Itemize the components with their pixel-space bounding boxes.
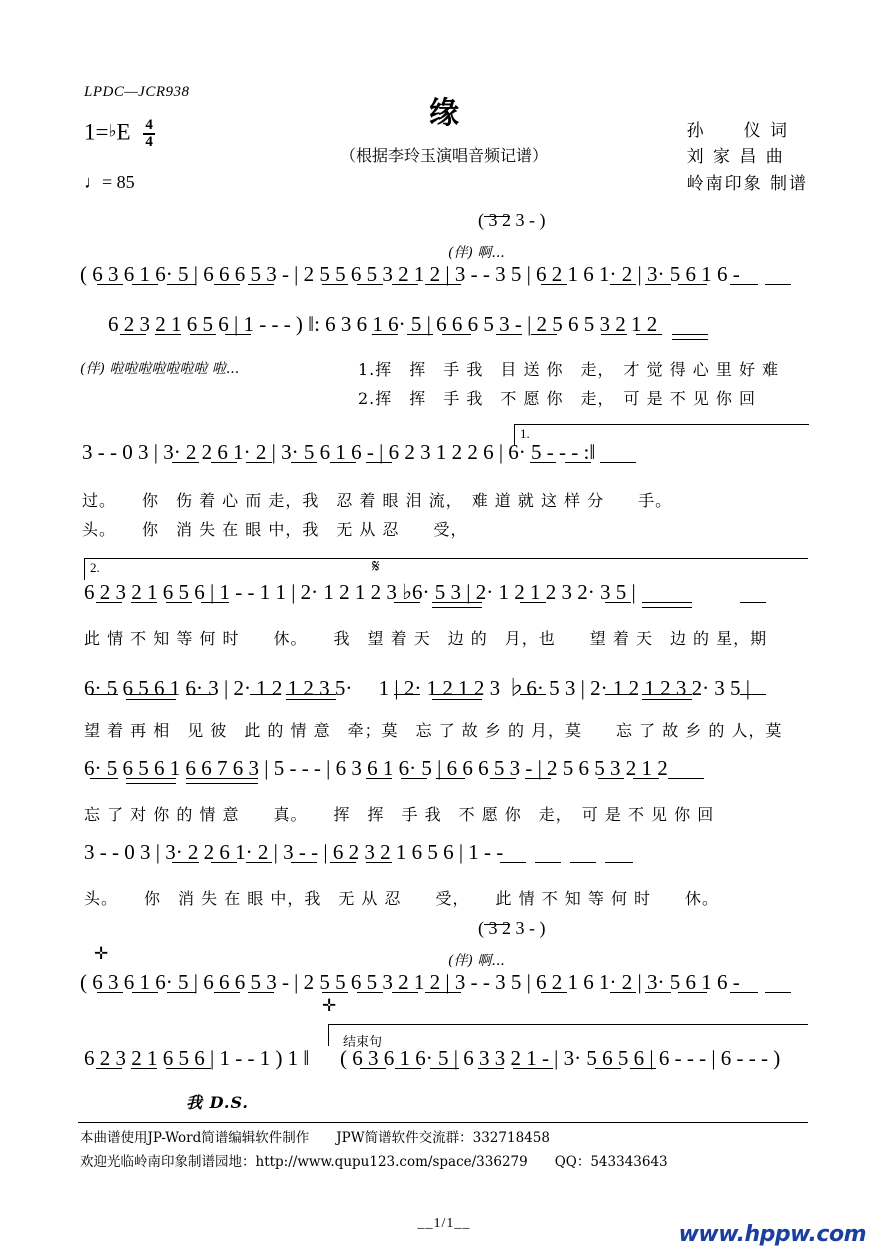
beam-line xyxy=(120,334,146,335)
footer-line-2: 欢迎光临岭南印象制谱园地：http://www.qupu123.com/space/336279 QQ：543343643 xyxy=(80,1154,668,1171)
beam-line xyxy=(610,284,636,285)
beam-line xyxy=(678,284,707,285)
watermark: www.hppw.com xyxy=(678,1222,866,1247)
beam-line xyxy=(214,284,240,285)
coda-bracket-notes: ( 3 2 3 - ) xyxy=(478,918,546,938)
lyrics-line-2-verse1: 1.挥 挥 手 我 目 送 你 走， 才 觉 得 心 里 好 难 xyxy=(358,360,780,379)
beam-line xyxy=(500,862,526,863)
beam-line xyxy=(97,992,123,993)
page-number: __1/1__ xyxy=(417,1216,471,1231)
beam-line xyxy=(565,462,591,463)
beam-line xyxy=(167,284,196,285)
beam-line xyxy=(535,862,561,863)
beam-line xyxy=(214,992,240,993)
beam-line xyxy=(330,862,356,863)
credit-composer: 刘 家 昌 曲 xyxy=(686,147,785,168)
beam-line xyxy=(531,334,557,335)
beam-line xyxy=(636,334,662,335)
beam-line xyxy=(642,694,692,695)
beam-line xyxy=(286,694,336,695)
intro-bracket-notes: ( 3 2 3 - ) xyxy=(478,210,546,230)
beam-line xyxy=(394,694,420,695)
beam-line xyxy=(172,462,199,463)
beam-line xyxy=(605,602,631,603)
beam-line xyxy=(513,1068,553,1069)
key-signature xyxy=(84,118,155,150)
beam-line xyxy=(322,992,348,993)
beam-line xyxy=(366,462,392,463)
beam-line xyxy=(740,694,766,695)
beam-line xyxy=(430,1068,459,1069)
lyrics-line-2-verse2: 2.挥 挥 手 我 不 愿 你 走， 可 是 不 见 你 回 xyxy=(358,389,756,408)
beam-line xyxy=(186,694,214,695)
beam-line xyxy=(155,334,181,335)
beam-line xyxy=(600,462,636,463)
beam-line xyxy=(730,992,758,993)
beam-line xyxy=(372,334,398,335)
meter-denominator: 4 xyxy=(145,134,153,150)
lyrics-line-4: 此 情 不 知 等 何 时 休。 我 望 着 天 边 的 月，也 望 着 天 边 的 星，期 xyxy=(84,629,768,648)
ending-1-label: 1. xyxy=(520,426,530,441)
meter-numerator: 4 xyxy=(145,117,153,133)
beam-line xyxy=(366,778,392,779)
beam-line xyxy=(525,778,551,779)
coda-symbol-2: ✛ xyxy=(322,996,337,1015)
beam-line xyxy=(211,862,237,863)
beam-line xyxy=(740,602,766,603)
beam-line xyxy=(322,284,348,285)
beam-line xyxy=(598,778,624,779)
beam-line xyxy=(132,992,158,993)
staff-line-5-notes: 6· 5 6 5 6 1 6· 3 | 2· 1 2 1 2 3 5· 1 | 2· 1 2 1 2 3 ♭6· 5 3 | 2· 1 2 1 2 3 2· 3 5 | xyxy=(84,676,751,700)
beam-line xyxy=(211,462,237,463)
beam-line xyxy=(425,992,461,993)
beam-line xyxy=(96,1068,122,1069)
beam-line xyxy=(291,862,317,863)
beam-line xyxy=(126,694,176,695)
beam-line xyxy=(672,339,708,340)
beam-line xyxy=(392,284,418,285)
subtitle: （根据李玲玉演唱音频记谱） xyxy=(339,146,548,165)
beam-line xyxy=(668,778,704,779)
lyrics-line-5: 望 着 再 相 见 彼 此 的 情 意 牵；莫 忘 了 故 乡 的 月，莫 忘 了 故 乡 的 人，莫 xyxy=(84,721,783,740)
beam-line xyxy=(190,334,216,335)
beam-line xyxy=(96,602,122,603)
beam-line xyxy=(186,783,258,784)
beam-line xyxy=(97,284,123,285)
beam-line xyxy=(357,284,383,285)
beam-line xyxy=(642,602,692,603)
staff-line-6-notes: 6· 5 6 5 6 1 6 6 7 6 3 | 5 - - - | 6 3 6 1 6· 5 | 6 6 6 5 3 - | 2 5 6 5 3 2 1 2 xyxy=(84,756,668,780)
beam-line xyxy=(330,462,356,463)
beam-line xyxy=(166,1068,211,1069)
beam-line xyxy=(541,284,567,285)
footer xyxy=(80,1126,668,1175)
staff-line-7-notes: 3 - - 0 3 | 3· 2 2 6 1· 2 | 3 - - | 6 2 3 2 1 6 5 6 | 1 - - xyxy=(84,840,504,864)
beam-line xyxy=(201,602,229,603)
beam-line xyxy=(570,862,596,863)
beam-line xyxy=(484,216,510,217)
beam-line xyxy=(425,284,461,285)
beam-line xyxy=(520,694,546,695)
beam-line xyxy=(630,1068,656,1069)
beam-line xyxy=(360,1068,386,1069)
catalog-code: LPDC—JCR938 xyxy=(84,84,190,100)
beam-line xyxy=(366,862,392,863)
beam-line xyxy=(286,699,336,700)
ending-bracket-2 xyxy=(84,558,808,559)
beam-line xyxy=(496,334,522,335)
staff-line-2-notes: 6 2 3 2 1 6 5 6 | 1 - - - ) ‖: 6 3 6 1 6· 5 | 6 6 6 5 3 - | 2 5 6 5 3 2 1 2 xyxy=(108,312,658,336)
ending-bracket-2-tick xyxy=(84,558,85,580)
accompaniment-label-2: (伴) 啦啦啦啦啦啦啦 啦... xyxy=(80,361,240,377)
beam-line xyxy=(126,783,176,784)
segno-symbol: 𝄋 xyxy=(372,556,380,576)
staff-line-9-notes: 6 2 3 2 1 6 5 6 | 1 - - 1 ) 1 ‖ xyxy=(84,1046,310,1070)
beam-line xyxy=(357,992,383,993)
beam-line xyxy=(490,778,516,779)
beam-line xyxy=(248,284,274,285)
staff-line-4-notes: 6 2 3 2 1 6 5 6 | 1 - - 1 1 | 2· 1 2 1 2 3 ♭6· 5 3 | 2· 1 2 1 2 3 2· 3 5 | xyxy=(84,580,636,604)
beam-line xyxy=(678,992,707,993)
beam-line xyxy=(90,778,118,779)
beam-line xyxy=(645,992,671,993)
beam-line xyxy=(484,924,510,925)
page-title: 缘 xyxy=(429,96,459,131)
beam-line xyxy=(436,778,465,779)
footer-divider xyxy=(78,1122,808,1123)
beam-line xyxy=(610,992,636,993)
beam-line xyxy=(392,992,418,993)
lyrics-line-9: 我 D.S. xyxy=(186,1093,250,1112)
lyrics-line-7: 头。 你 消 失 在 眼 中，我 无 从 忍 受， 此 情 不 知 等 何 时 休。 xyxy=(84,889,720,908)
beam-line xyxy=(642,607,692,608)
beam-line xyxy=(394,602,420,603)
lyrics-line-3-verse2: 头。 你 消 失 在 眼 中，我 无 从 忍 受， xyxy=(82,520,468,539)
accompaniment-label-3: (伴) 啊... xyxy=(448,953,505,969)
beam-line xyxy=(432,602,482,603)
beam-line xyxy=(478,1068,504,1069)
beam-line xyxy=(432,607,482,608)
credits xyxy=(687,118,808,197)
beam-line xyxy=(167,992,196,993)
ending-bracket-1 xyxy=(514,424,809,425)
beam-line xyxy=(595,1068,621,1069)
beam-line xyxy=(90,694,118,695)
beam-line xyxy=(645,284,671,285)
beam-line xyxy=(765,284,791,285)
accompaniment-label-1: (伴) 啊... xyxy=(448,245,505,261)
beam-line xyxy=(642,699,692,700)
beam-line xyxy=(291,462,317,463)
beam-line xyxy=(407,334,433,335)
beam-line xyxy=(765,992,791,993)
beam-line xyxy=(730,284,758,285)
final-section-bracket-tick xyxy=(328,1024,329,1046)
staff-line-3-notes: 3 - - 0 3 | 3· 2 2 6 1· 2 | 3· 5 6 1 6 - | 6 2 3 1 2 2 6 | 6· 5 - - - :‖ xyxy=(82,440,596,464)
beam-line xyxy=(126,778,176,779)
staff-line-1-notes: ( 6 3 6 1 6· 5 | 6 6 6 5 3 - | 2 5 5 6 5 3 2 1 2 | 3 - - 3 5 | 6 2 1 6 1· 2 | 3· 5 6 1 6 - xyxy=(80,262,740,286)
staff-line-9-end-notes: ( 6 3 6 1 6· 5 | 6 3 3 2 1 - | 3· 5 6 5 6 | 6 - - - | 6 - - - ) xyxy=(340,1046,781,1070)
beam-line xyxy=(225,334,251,335)
beam-line xyxy=(401,778,427,779)
beam-line xyxy=(395,1068,421,1069)
beam-line xyxy=(172,862,199,863)
beam-line xyxy=(186,778,258,779)
beam-line xyxy=(132,284,158,285)
credit-arranger: 岭南印象 制谱 xyxy=(686,173,808,194)
beam-line xyxy=(246,862,272,863)
footer-line-1: 本曲谱使用JP-Word简谱编辑软件制作 JPW简谱软件交流群：332718458 xyxy=(80,1130,550,1146)
staff-line-8-notes: ( 6 3 6 1 6· 5 | 6 6 6 5 3 - | 2 5 5 6 5 3 2 1 2 | 3 - - 3 5 | 6 2 1 6 1· 2 | 3· 5 6 1 6 - xyxy=(80,970,740,994)
coda-symbol-1: ✛ xyxy=(94,944,109,963)
ending-2-label: 2. xyxy=(90,560,100,575)
tempo-marking: ♩= 85 xyxy=(84,172,135,192)
lyrics-line-6: 忘 了 对 你 的 情 意 真。 挥 挥 手 我 不 愿 你 走， 可 是 不 见 你 回 xyxy=(84,805,715,824)
beam-line xyxy=(520,602,546,603)
credit-lyricist: 孙 仪 词 xyxy=(686,121,789,141)
beam-line xyxy=(672,334,708,335)
beam-line xyxy=(530,462,556,463)
beam-line xyxy=(250,694,276,695)
lyrics-line-3-verse1: 过。 你 伤 着 心 而 走，我 忍 着 眼 泪 流， 难 道 就 这 样 分 手。 xyxy=(82,491,673,510)
ending-phrase-label: 结束句 xyxy=(343,1035,383,1050)
beam-line xyxy=(442,334,471,335)
key-letter: E xyxy=(116,119,131,145)
flat-symbol: ♭ xyxy=(108,121,117,141)
time-signature xyxy=(143,118,155,150)
beam-line xyxy=(166,602,192,603)
beam-line xyxy=(432,699,482,700)
key-label: 1= xyxy=(84,119,109,145)
beam-line xyxy=(605,694,631,695)
beam-line xyxy=(633,778,659,779)
beam-line xyxy=(541,992,567,993)
beam-line xyxy=(605,862,633,863)
beam-line xyxy=(246,462,272,463)
beam-line xyxy=(131,602,157,603)
beam-line xyxy=(126,699,176,700)
beam-line xyxy=(432,694,482,695)
beam-line xyxy=(601,334,627,335)
beam-line xyxy=(248,992,274,993)
final-section-bracket xyxy=(328,1024,808,1025)
beam-line xyxy=(131,1068,157,1069)
